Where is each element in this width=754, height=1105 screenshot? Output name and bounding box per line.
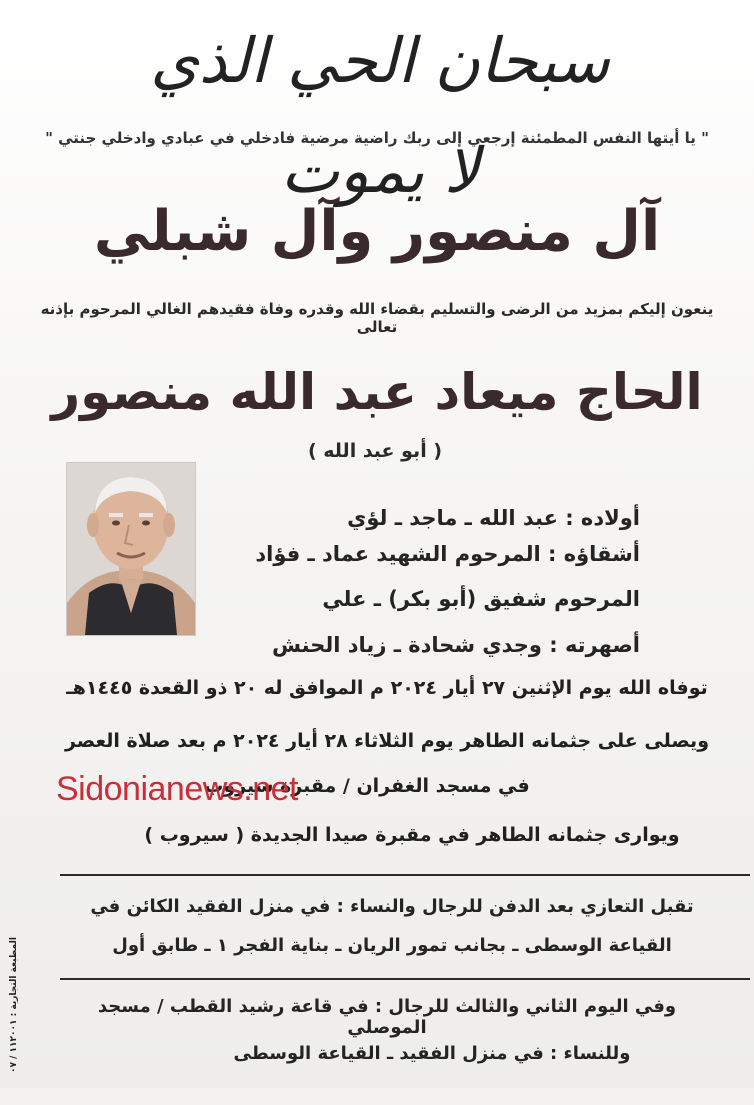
condolences-line-3: وفي اليوم الثاني والثالث للرجال : في قاعة رشيد القطب / مسجد الموصلي — [97, 996, 677, 1038]
in-laws-line: أصهرته : وجدي شحادة ـ زياد الحنش — [271, 633, 640, 657]
brothers-continued-line: المرحوم شفيق (أبو بكر) ـ علي — [322, 587, 640, 611]
deceased-kunya: ( أبو عبد الله ) — [307, 440, 443, 462]
quran-verse: " يا أيتها النفس المطمئنة إرجعي إلى ربك راضية مرضية فادخلي في عبادي وادخلي جنتي " — [45, 129, 709, 147]
divider-top — [60, 874, 750, 876]
prayer-line: ويصلى على جثمانه الطاهر يوم الثلاثاء ٢٨ أيار ٢٠٢٤ م بعد صلاة العصر — [64, 730, 710, 752]
family-names: آل منصور وآل شبلي — [93, 199, 661, 264]
divider-bottom — [60, 978, 750, 980]
printer-credit: المطبعة التجارية : ١١٢٠٠١ / ٠٧ — [9, 936, 19, 1074]
deceased-name: الحاج ميعاد عبد الله منصور — [51, 363, 703, 421]
calligraphy-header: سبحان الحي الذي لا يموت — [150, 24, 610, 207]
condolences-line-1: تقبل التعازي بعد الدفن للرجال والنساء : في منزل الفقيد الكائن في — [90, 896, 694, 917]
death-date-line: توفاه الله يوم الإثنين ٢٧ أيار ٢٠٢٤ م الموافق له ٢٠ ذو القعدة ١٤٤٥هـ — [66, 677, 708, 699]
site-watermark: Sidonianews.net — [56, 770, 299, 808]
sons-line: أولاده : عبد الله ـ ماجد ـ لؤي — [347, 506, 640, 530]
portrait-illustration — [67, 463, 195, 635]
mosque-line: في مسجد الغفران / مقبرة سيروب — [204, 775, 530, 797]
announcement-text: ينعون إليكم بمزيد من الرضى والتسليم بقضاء الله وقدره وفاة فقيدهم الغالي المرحوم بإذنه تعالى — [40, 300, 714, 336]
brothers-line: أشقاؤه : المرحوم الشهيد عماد ـ فؤاد — [255, 542, 640, 566]
burial-line: ويوارى جثمانه الطاهر في مقبرة صيدا الجديدة ( سيروب ) — [144, 824, 680, 846]
condolences-line-4: وللنساء : في منزل الفقيد ـ القياعة الوسطى — [233, 1043, 631, 1064]
condolences-line-2: القياعة الوسطى ـ بجانب تمور الريان ـ بناية الفجر ١ ـ طابق أول — [112, 935, 672, 956]
deceased-photo — [66, 462, 196, 636]
